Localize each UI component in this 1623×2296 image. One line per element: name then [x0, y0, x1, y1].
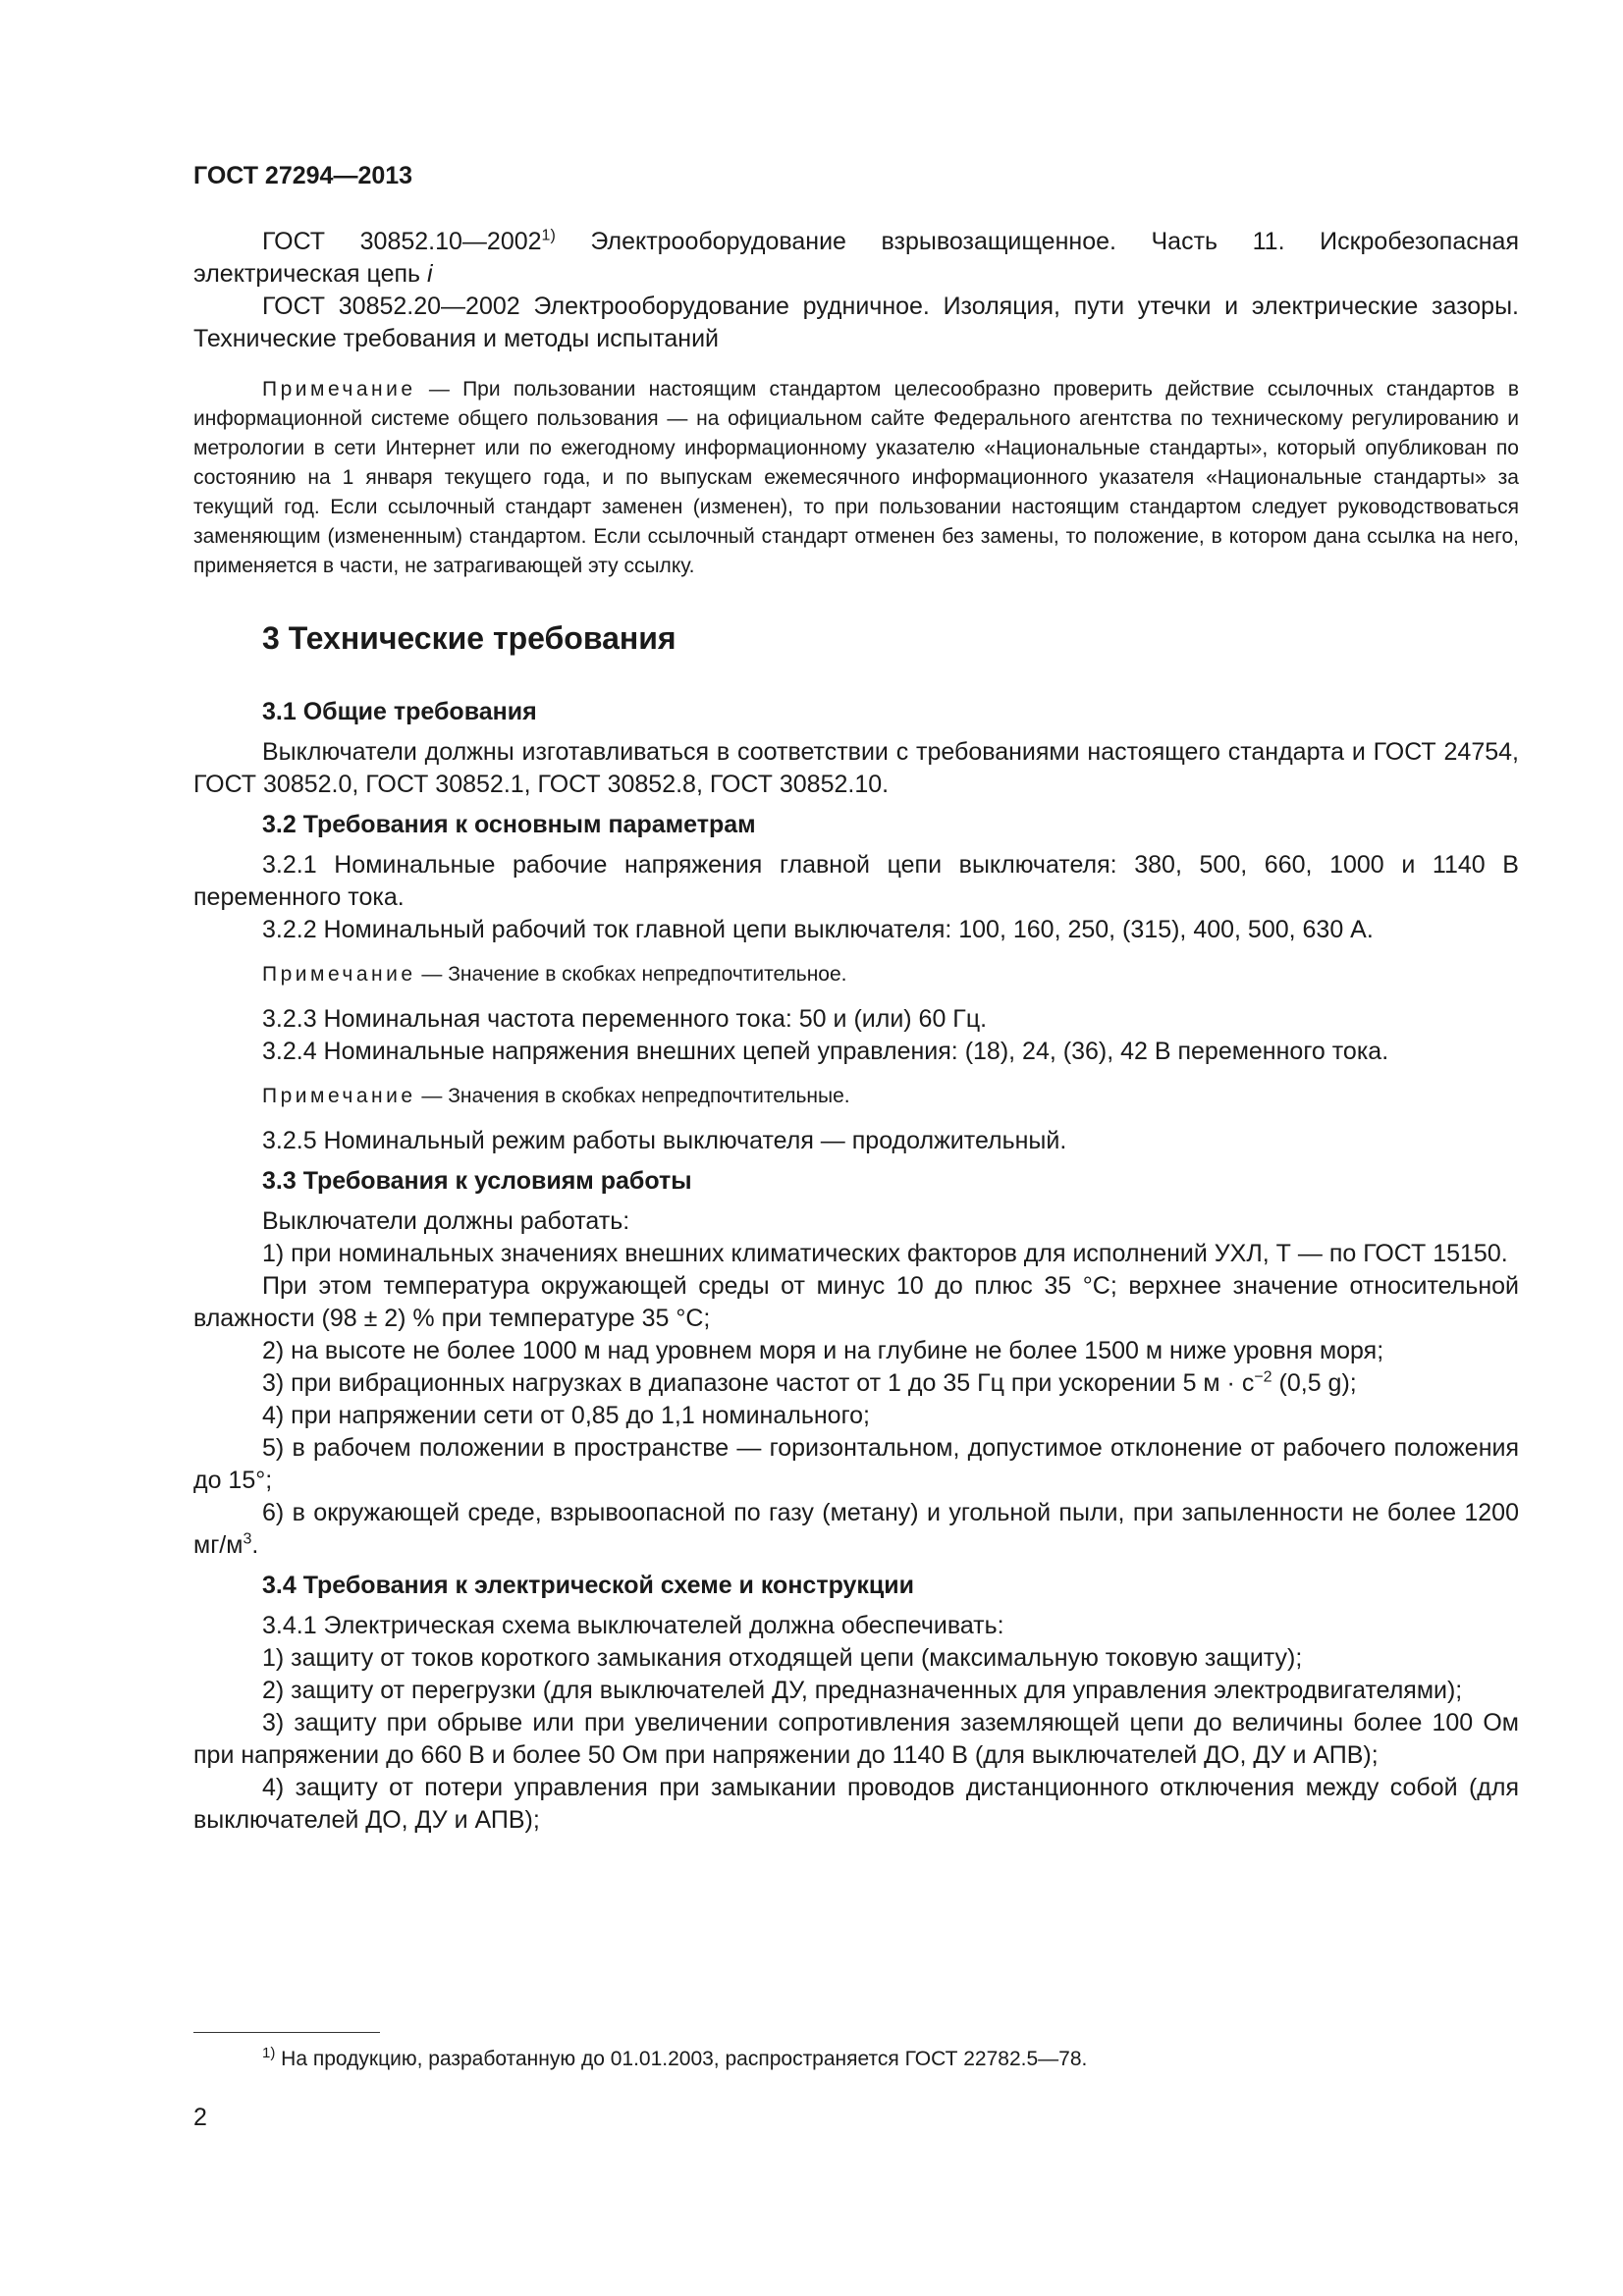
- condition-2: 2) на высоте не более 1000 м над уровнем моря и на глубине не более 1500 м ниже уровня моря;: [262, 1337, 1384, 1364]
- note-3-2-4: Примечание — Значения в скобках непредпочтительные.: [262, 1085, 850, 1107]
- document-header: ГОСТ 27294—2013: [193, 162, 413, 189]
- para-3-2-1: 3.2.1 Номинальные рабочие напряжения главной цепи выключателя: 380, 500, 660, 1000 и 1140 В переменного тока.: [193, 851, 1519, 911]
- page-number: 2: [193, 2104, 207, 2131]
- condition-4: 4) при напряжении сети от 0,85 до 1,1 номинального;: [262, 1402, 870, 1429]
- condition-5: 5) в рабочем положении в пространстве — горизонтальном, допустимое отклонение от рабочего положения до 15°;: [193, 1434, 1519, 1494]
- para-3-2-2: 3.2.2 Номинальный рабочий ток главной цепи выключателя: 100, 160, 250, (315), 400, 500, 630 А.: [262, 916, 1374, 943]
- condition-1-detail: При этом температура окружающей среды от минус 10 до плюс 35 °С; верхнее значение относительной влажности (98 ± 2) % при температуре 35 °С;: [193, 1272, 1519, 1332]
- condition-1: 1) при номинальных значениях внешних климатических факторов для исполнений УХЛ, Т — по ГОСТ 15150.: [262, 1240, 1508, 1267]
- condition-3: 3) при вибрационных нагрузках в диапазоне частот от 1 до 35 Гц при ускорении 5 $м \cdot с^{-2}$ (0,5 g);: [262, 1368, 1357, 1397]
- para-3-2-4: 3.2.4 Номинальные напряжения внешних цепей управления: (18), 24, (36), 42 В переменного тока.: [262, 1038, 1389, 1065]
- ref-gost-30852-20: ГОСТ 30852.20—2002 Электрооборудование рудничное. Изоляция, пути утечки и электрические зазоры. Технические требования и методы испытаний: [193, 293, 1519, 352]
- note-references: Примечание — При пользовании настоящим стандартом целесообразно проверить действие ссылочных стандартов в информационной системе общего пользования — на официальном сайте Федерального агентства по техническому регулированию и метрологии в сети Интернет или по ежегодному информационному указателю «Национальные стандарты», который опубликован по состоянию на 1 января текущего года, и по выпускам ежемесячного информационного указателя «Национальные стандарты» за текущий год. Если ссылочный стандарт заменен (изменен), то при пользовании настоящим стандартом следует руководствоваться заменяющим (измененным) стандартом. Если ссылочный стандарт отменен без замены, то положение, в котором дана ссылка на него, применяется в части, не затрагивающей эту ссылку.: [193, 378, 1519, 577]
- ref-gost-30852-10: ГОСТ 30852.10—2002$^{1)}$ Электрооборудование взрывозащищенное. Часть 11. Искробезопасная электрическая цепь i: [193, 227, 1519, 288]
- section-3-1-title: 3.1 Общие требования: [262, 698, 537, 725]
- protection-2: 2) защиту от перегрузки (для выключателей ДУ, предназначенных для управления электродвигателями);: [262, 1677, 1463, 1704]
- condition-6: 6) в окружающей среде, взрывоопасной по газу (метану) и угольной пыли, при запыленности не более 1200 $мг/м^3$.: [193, 1499, 1519, 1559]
- section-3-2-title: 3.2 Требования к основным параметрам: [262, 811, 756, 838]
- section-3-title: 3 Технические требования: [262, 620, 676, 656]
- section-3-3-intro: Выключатели должны работать:: [262, 1207, 630, 1235]
- footnote-separator: [193, 2032, 380, 2033]
- protection-3: 3) защиту при обрыве или при увеличении сопротивления заземляющей цепи до величины более 100 Ом при напряжении до 660 В и более 50 Ом при напряжении до 1140 В (для выключателей ДО, ДУ и АПВ);: [193, 1709, 1519, 1769]
- para-3-4-1: 3.4.1 Электрическая схема выключателей должна обеспечивать:: [262, 1612, 1004, 1639]
- note-3-2-2: Примечание — Значение в скобках непредпочтительное.: [262, 963, 847, 986]
- section-3-1-text: Выключатели должны изготавливаться в соответствии с требованиями настоящего стандарта и ГОСТ 24754, ГОСТ 30852.0, ГОСТ 30852.1, ГОСТ 30852.8, ГОСТ 30852.10.: [193, 738, 1519, 798]
- section-3-3-title: 3.3 Требования к условиям работы: [262, 1167, 692, 1195]
- para-3-2-3: 3.2.3 Номинальная частота переменного тока: 50 и (или) 60 Гц.: [262, 1005, 988, 1033]
- section-3-4-title: 3.4 Требования к электрической схеме и конструкции: [262, 1572, 915, 1599]
- footnote: $^{1)}$ На продукцию, разработанную до 01.01.2003, распространяется ГОСТ 22782.5—78.: [262, 2045, 1088, 2070]
- protection-4: 4) защиту от потери управления при замыкании проводов дистанционного отключения между собой (для выключателей ДО, ДУ и АПВ);: [193, 1774, 1519, 1834]
- protection-1: 1) защиту от токов короткого замыкания отходящей цепи (максимальную токовую защиту);: [262, 1644, 1303, 1672]
- para-3-2-5: 3.2.5 Номинальный режим работы выключателя — продолжительный.: [262, 1127, 1067, 1154]
- document-body: [193, 226, 1519, 1837]
